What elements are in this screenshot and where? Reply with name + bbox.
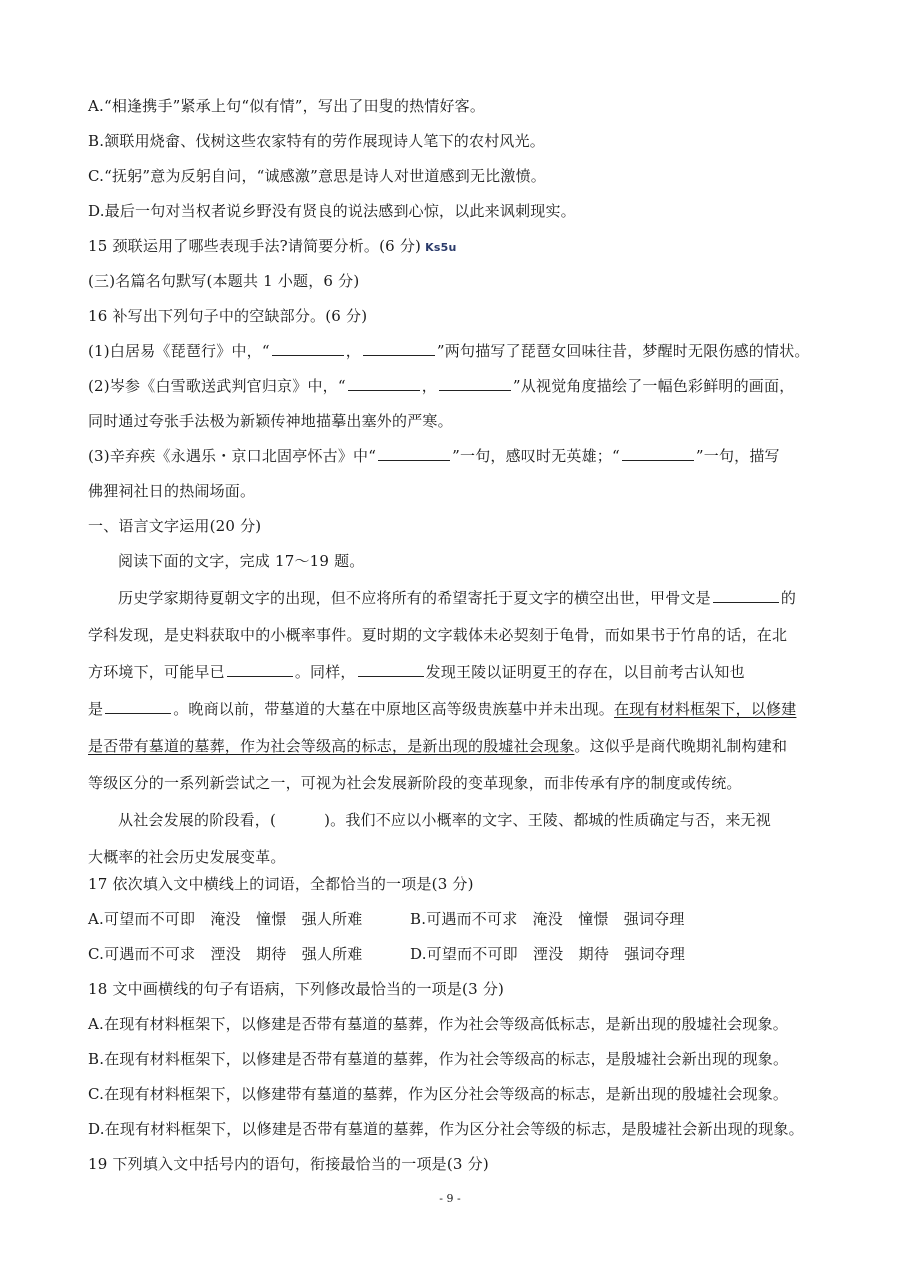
passage-text: 。这似乎是商代晚期礼制构建和 xyxy=(574,737,788,755)
passage-text: 的 xyxy=(780,589,797,607)
q16-item2-mid: ， xyxy=(421,377,437,395)
section3-title: (三)名篇名句默写(本题共 1 小题，6 分) xyxy=(88,272,360,290)
passage-line: 等级区分的一系列新尝试之一，可视为社会发展新阶段的变革现象，而非传承有序的制度或传统。 xyxy=(88,774,742,792)
passage-text: 是 xyxy=(88,700,104,718)
passage-text: 。同样， xyxy=(294,663,356,681)
fill-blank[interactable] xyxy=(713,588,779,603)
passage-text: 从社会发展的阶段看，( xyxy=(118,811,277,829)
fill-blank[interactable] xyxy=(105,699,171,714)
passage-line xyxy=(88,736,787,756)
q16-item2 xyxy=(88,376,794,396)
fill-blank[interactable] xyxy=(439,376,511,391)
q17-options-row1 xyxy=(88,909,685,929)
passage-line: 大概率的社会历史发展变革。 xyxy=(88,848,286,866)
passage-text: 方环境下，可能早已 xyxy=(88,663,225,681)
q15-line xyxy=(88,236,456,258)
fill-blank[interactable] xyxy=(358,662,424,677)
fill-blank[interactable] xyxy=(622,446,694,461)
q16-item1-mid: ， xyxy=(345,342,361,360)
fill-blank[interactable] xyxy=(227,662,293,677)
q17-option-c[interactable]: C.可遇而不可求 湮没 期待 强人所难 xyxy=(88,945,363,963)
q15-text: 15 颈联运用了哪些表现手法?请简要分析。(6 分) xyxy=(88,237,422,255)
passage-text: 发现王陵以证明夏王的存在，以目前考古认知也 xyxy=(425,663,745,681)
q17-option-d[interactable]: D.可望而不可即 湮没 期待 强词夺理 xyxy=(410,945,686,963)
passage-line xyxy=(88,699,796,719)
fill-blank[interactable] xyxy=(272,341,344,356)
reading-intro: 阅读下面的文字，完成 17～19 题。 xyxy=(118,552,365,570)
q17-option-b[interactable]: B.可遇而不可求 淹没 憧憬 强词夺理 xyxy=(410,910,685,928)
q16-item1 xyxy=(88,341,810,361)
q18-option-d[interactable]: D.在现有材料框架下，以修建是否带有墓道的墓葬，作为区分社会等级的标志，是殷墟社会新出现的现象。 xyxy=(88,1120,804,1138)
q17-option-a[interactable]: A.可望而不可即 淹没 憧憬 强人所难 xyxy=(88,910,363,928)
q18-option-a[interactable]: A.在现有材料框架下，以修建是否带有墓道的墓葬，作为社会等级高低标志，是新出现的殷墟社会现象。 xyxy=(88,1015,789,1033)
q18-option-b[interactable]: B.在现有材料框架下，以修建是否带有墓道的墓葬，作为社会等级高的标志，是殷墟社会新出现的现象。 xyxy=(88,1050,789,1068)
section-lang-title: 一、语言文字运用(20 分) xyxy=(88,517,262,535)
q16-item2-cont: 同时通过夸张手法极为新颖传神地描摹出塞外的严寒。 xyxy=(88,412,453,430)
passage-line xyxy=(118,588,796,608)
fill-blank[interactable] xyxy=(348,376,420,391)
passage-line: 学科发现，是史料获取中的小概率事件。夏时期的文字载体未必契刻于龟骨，而如果书于竹帛的话，在北 xyxy=(88,626,788,644)
q16-item1-post: ”两句描写了琵琶女回味往昔，梦醒时无限伤感的情状。 xyxy=(436,342,810,360)
q16-item2-pre: (2)岑参《白雪歌送武判官归京》中，“ xyxy=(88,377,346,395)
q16-item3-post: ”一句，描写 xyxy=(695,447,780,465)
q14-option-d: D.最后一句对当权者说乡野没有贤良的说法感到心惊，以此来讽刺现实。 xyxy=(88,202,576,220)
underlined-sentence: 是否带有墓道的墓葬，作为社会等级高的标志，是新出现的殷墟社会现象 xyxy=(88,737,575,755)
passage-text: )。我们不应以小概率的文字、王陵、都城的性质确定与否，来无视 xyxy=(324,811,771,829)
passage-text: 历史学家期待夏朝文字的出现，但不应将所有的希望寄托于夏文字的横空出世，甲骨文是 xyxy=(118,589,711,607)
q19-stem: 19 下列填入文中括号内的语句，衔接最恰当的一项是(3 分) xyxy=(88,1155,489,1173)
q17-options-row2 xyxy=(88,944,685,964)
q16-item3-cont: 佛狸祠社日的热闹场面。 xyxy=(88,482,256,500)
passage-line xyxy=(88,662,745,682)
q17-stem: 17 依次填入文中横线上的词语，全都恰当的一项是(3 分) xyxy=(88,875,474,893)
q14-option-a: A.“相逢携手”紧承上句“似有情”，写出了田叟的热情好客。 xyxy=(88,97,486,115)
passage-text: 。晚商以前，带墓道的大墓在中原地区高等级贵族墓中并未出现。 xyxy=(173,700,615,718)
q16-item3-mid: ”一句，感叹时无英雄；“ xyxy=(452,447,620,465)
passage-line xyxy=(118,810,771,830)
q16-stem: 16 补写出下列句子中的空缺部分。(6 分) xyxy=(88,307,368,325)
ks5u-watermark: Ks5u xyxy=(425,241,457,254)
page-number: - 9 - xyxy=(439,1192,461,1205)
q14-option-c: C.“抚躬”意为反躬自问，“诚感激”意思是诗人对世道感到无比激愤。 xyxy=(88,167,546,185)
q16-item2-post: ”从视觉角度描绘了一幅色彩鲜明的画面， xyxy=(512,377,795,395)
q18-option-c[interactable]: C.在现有材料框架下，以修建带有墓道的墓葬，作为区分社会等级高的标志，是新出现的殷墟社会现象。 xyxy=(88,1085,789,1103)
q16-item3 xyxy=(88,446,780,466)
fill-blank[interactable] xyxy=(378,446,450,461)
q18-stem: 18 文中画横线的句子有语病，下列修改最恰当的一项是(3 分) xyxy=(88,980,505,998)
fill-blank[interactable] xyxy=(363,341,435,356)
q14-option-b: B.颔联用烧畲、伐树这些农家特有的劳作展现诗人笔下的农村风光。 xyxy=(88,132,545,150)
underlined-sentence: 在现有材料框架下，以修建 xyxy=(614,700,797,718)
q16-item3-pre: (3)辛弃疾《永遇乐・京口北固亭怀古》中“ xyxy=(88,447,377,465)
q16-item1-pre: (1)白居易《琵琶行》中，“ xyxy=(88,342,270,360)
